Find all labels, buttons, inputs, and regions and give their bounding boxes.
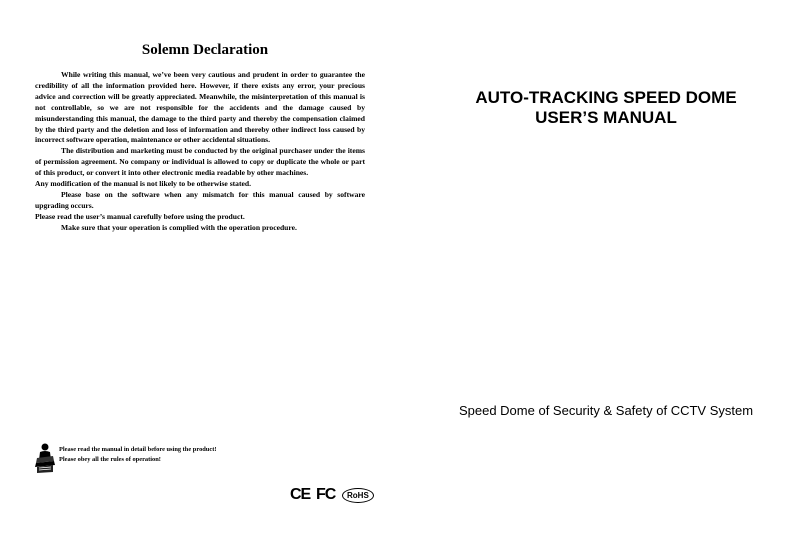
declaration-paragraph: The distribution and marketing must be conducted by the original purchaser under the items of permission agreement. No company or individual is allowed to copy or duplicate the whole or part of this product, or convert it into other electronic media readable by other machines. xyxy=(35,146,365,178)
fcc-mark: FC xyxy=(316,486,336,503)
notice-line: Please read the manual in detail before using the product! xyxy=(59,446,217,453)
declaration-body xyxy=(35,70,365,234)
manual-subtitle: Speed Dome of Security & Safety of CCTV System xyxy=(458,403,754,418)
ce-mark: CE xyxy=(290,486,311,503)
declaration-paragraph: Please read the user’s manual carefully before using the product. xyxy=(35,211,245,221)
notice-text xyxy=(59,445,216,464)
reading-person-icon xyxy=(34,442,56,474)
certification-marks xyxy=(290,486,380,508)
declaration-paragraph: While writing this manual, we’ve been very cautious and prudent in order to guarantee the credibility of all the information provided here. However, if there exists any error, your precious advice and correction will be greatly appreciated. Meanwhile, the misinterpretation of this manual is not controllable, so we are not responsible for the accidents and the damage caused by misunderstanding this manual, the damage to the third party and thereby the compensation claimed by the third party and the deletion and loss of information and thereby other indirect loss caused by incorrect software operation, maintenance or other accidental situations. xyxy=(35,70,365,145)
declaration-paragraph: Please base on the software when any mismatch for this manual caused by software upgrading occurs. xyxy=(35,189,365,210)
right-page xyxy=(404,0,808,552)
manual-title-line: USER’S MANUAL xyxy=(535,108,677,127)
manual-title-line: AUTO-TRACKING SPEED DOME xyxy=(475,88,737,107)
declaration-paragraph: Make sure that your operation is complied with the operation procedure. xyxy=(61,222,297,232)
notice-box xyxy=(34,442,354,476)
rohs-mark: RoHS xyxy=(342,488,374,503)
notice-line: Please obey all the rules of operation! xyxy=(59,455,161,463)
declaration-title: Solemn Declaration xyxy=(141,42,269,58)
manual-title xyxy=(404,88,808,128)
declaration-paragraph: Any modification of the manual is not likely to be otherwise stated. xyxy=(35,179,251,189)
